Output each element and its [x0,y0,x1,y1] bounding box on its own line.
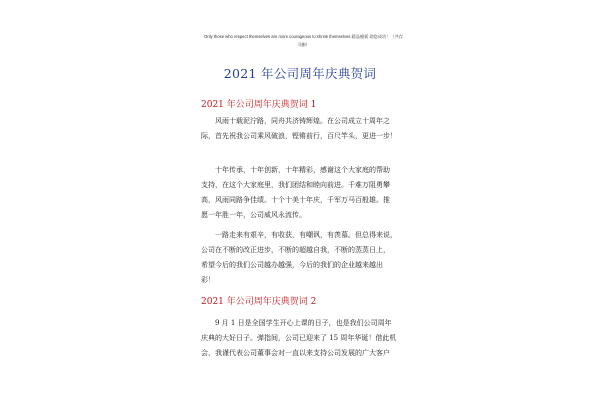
paragraph [201,163,411,223]
paragraph-line: 高，风雨同路争佳绩。十个十美十年庆，千军万马百般雄。推 [201,196,390,204]
document-title: 2021 年公司周年庆典贺词 [223,66,377,81]
paragraph [201,228,411,288]
paragraph-line: 支持，在这个大家庭里，我们团结和睦向前进。千难万阻勇攀 [201,181,390,189]
paragraph [201,114,411,144]
paragraph-line: 希望今后的我们公司越办越强，今后的我们的企业越来越出 [201,261,383,269]
paragraph-line: 公司在不断的改正进步，不断的超越自我，不断的蒸蒸日上， [201,246,390,254]
header-note [196,33,411,49]
paragraph-line: 愿一年胜一年，公司威风永流传。 [201,211,306,219]
paragraph-line: 一路走来有艰辛，有收获，有嘲讽，有羡慕。但总得来说， [215,231,397,239]
paragraph-line: 十年传承，十年创新，十年精彩，感谢这个大家庭的帮助 [215,166,390,174]
paragraph-line: 9 月 1 日是全国学生开心上课的日子，也是我们公司周年 [215,319,392,327]
section-heading-2: 2021 年公司周年庆典贺词 2 [201,297,317,307]
paragraph-line: 彩！ [201,276,215,284]
paragraph-line: 风雨十载泥泞路，同舟共济铸辉煌。在公司成立十周年之 [215,117,390,125]
header-note-line-1: Only those who respect themselves are more courageous to shrink themselves.精品模板 助您成功！（共存 [204,34,403,39]
paragraph-line: 际，首先祝我公司乘风破浪，铿锵前行，百尺竿头，更进一步！ [201,132,397,140]
section-heading-1: 2021 年公司周年庆典贺词 1 [201,100,317,110]
paragraph-line: 庆典的大好日子。弹指间，公司已迎来了 15 周年华诞！借此机 [201,334,397,342]
paragraph-line: 会，我谨代表公司董事会对一直以来支持公司发展的广大客户 [201,349,390,357]
paragraph [201,316,411,361]
header-note-line-2: 可删） [297,42,310,47]
